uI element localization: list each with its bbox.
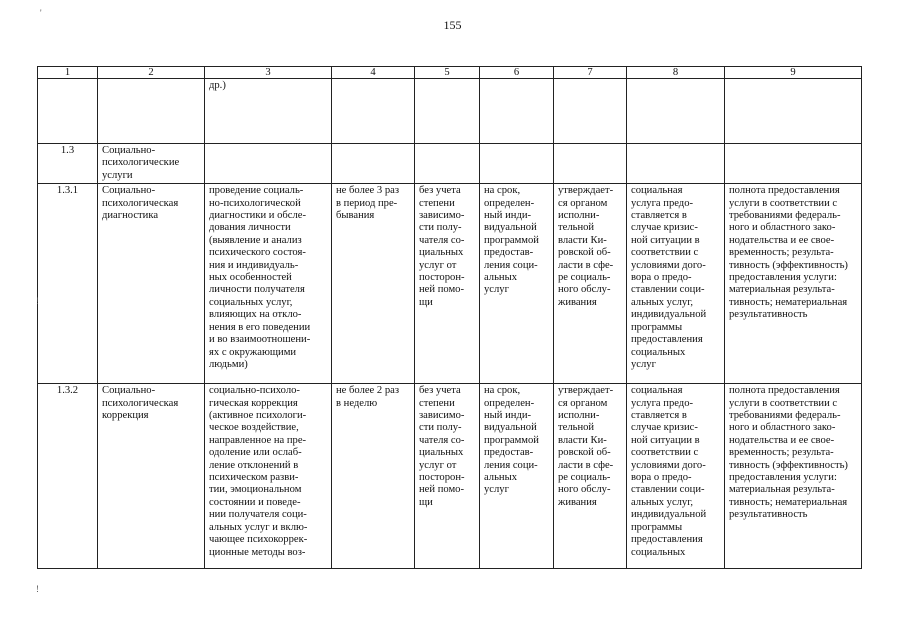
column-header: 4 xyxy=(332,67,415,79)
column-header: 7 xyxy=(554,67,627,79)
continuation-text: др.) xyxy=(205,79,332,144)
column-header: 6 xyxy=(480,67,554,79)
scan-mark: ! xyxy=(36,584,39,594)
service-description: социально-психоло- гическая коррекция (активное психологи- ческое воздействие, направленное на пре- одоление или ослаб- ление отклонений в психическом разви- тии, эмоциональном состоянии и поведе- нии получателя соци- альных услуг и вклю- чающее психокоррек- ционные методы воз- xyxy=(205,384,332,569)
service-timeframe: не более 3 раз в период пре- бывания xyxy=(332,184,415,384)
service-conditions: социальная услуга предо- ставляется в случае кризис- ной ситуации в соответствии с условиями дого- вора о предо- ставлении соци- альных услуг, индивидуальной программы предоставления социальных услуг xyxy=(627,184,725,384)
column-header: 3 xyxy=(205,67,332,79)
scan-mark: ! xyxy=(36,296,39,306)
table-row xyxy=(38,184,862,384)
service-evaluation: полнота предоставления услуги в соответствии с требованиями федераль- ного и областного зако- нодательства и ее свое- временность; результа- тивность (эффективность) предоставления услуги: материальная результа- тивность; нематериальная результативность xyxy=(725,184,862,384)
row-number: 1.3.1 xyxy=(38,184,98,384)
row-number: 1.3.2 xyxy=(38,384,98,569)
page-number: 155 xyxy=(443,18,462,32)
continuation-row xyxy=(38,79,862,144)
service-cost: без учета степени зависимо- сти полу- чателя со- циальных услуг от посторон- ней помо- щи xyxy=(415,384,480,569)
column-header: 8 xyxy=(627,67,725,79)
column-header: 5 xyxy=(415,67,480,79)
service-evaluation: полнота предоставления услуги в соответствии с требованиями федераль- ного и областного зако- нодательства и ее свое- временность; результа- тивность (эффективность) предоставления услуги: материальная результа- тивность; нематериальная результативность xyxy=(725,384,862,569)
services-table xyxy=(37,66,862,569)
section-number: 1.3 xyxy=(38,144,98,184)
scan-mark: ' xyxy=(40,8,42,18)
column-number-row xyxy=(38,67,862,79)
service-approval: утверждает- ся органом исполни- тельной власти Ки- ровской об- ласти в сфе- ре социаль- ного обслу- живания xyxy=(554,384,627,569)
service-description: проведение социаль- но-психологической диагностики и обсле- дования личности (выявление и анализ психического состоя- ния и индивидуаль- ных особенностей личности получателя социальных услуг, влияющих на откло- нения в его поведении и во взаимоотношени- ях с окружающими людьми) xyxy=(205,184,332,384)
service-term: на срок, определен- ный инди- видуальной программой предостав- ления соци- альных услуг xyxy=(480,384,554,569)
service-name: Социально- психологическая коррекция xyxy=(98,384,205,569)
column-header: 2 xyxy=(98,67,205,79)
column-header: 9 xyxy=(725,67,862,79)
service-conditions: социальная услуга предо- ставляется в случае кризис- ной ситуации в соответствии с условиями дого- вора о предо- ставлении соци- альных услуг, индивидуальной программы предоставления социальных xyxy=(627,384,725,569)
table-row xyxy=(38,384,862,569)
column-header: 1 xyxy=(38,67,98,79)
service-timeframe: не более 2 раз в неделю xyxy=(332,384,415,569)
service-term: на срок, определен- ный инди- видуальной программой предостав- ления соци- альных услуг xyxy=(480,184,554,384)
service-name: Социально- психологическая диагностика xyxy=(98,184,205,384)
section-title: Социально- психологические услуги xyxy=(98,144,205,184)
service-cost: без учета степени зависимо- сти полу- чателя со- циальных услуг от посторон- ней помо- щи xyxy=(415,184,480,384)
service-approval: утверждает- ся органом исполни- тельной власти Ки- ровской об- ласти в сфе- ре социаль- ного обслу- живания xyxy=(554,184,627,384)
section-row xyxy=(38,144,862,184)
